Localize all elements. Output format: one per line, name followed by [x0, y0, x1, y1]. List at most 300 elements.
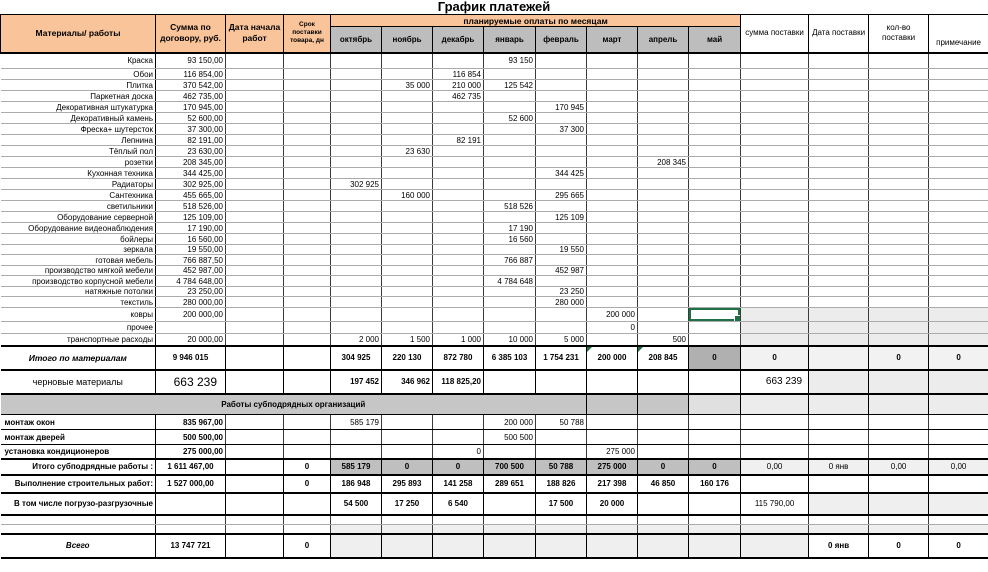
cell-supply-qty[interactable]: [869, 430, 929, 445]
cell-month-7[interactable]: [689, 190, 741, 201]
cell-contract-sum[interactable]: 835 967,00: [156, 415, 226, 430]
cell-supply-sum[interactable]: [741, 157, 809, 168]
cell-lead-days[interactable]: [284, 168, 331, 179]
selected-cell[interactable]: [689, 308, 741, 322]
cell-month-3[interactable]: 93 150: [484, 53, 536, 69]
cell-lead-days[interactable]: [284, 287, 331, 297]
cell-month-3[interactable]: 4 784 648: [484, 276, 536, 287]
cell-month-2[interactable]: 1 000: [433, 334, 484, 346]
cell-month-5[interactable]: 0: [587, 322, 638, 334]
cell-month-4[interactable]: [536, 201, 587, 212]
cell-month-3[interactable]: [484, 322, 536, 334]
cell-lead-days[interactable]: [284, 430, 331, 445]
cell-month-4[interactable]: 295 665: [536, 190, 587, 201]
cell-start-date[interactable]: [226, 146, 284, 157]
cell-month-3[interactable]: 17 190: [484, 223, 536, 234]
cell-material-label[interactable]: монтаж дверей: [1, 430, 156, 445]
cell-month-7[interactable]: 0: [689, 459, 741, 475]
cell-month-1[interactable]: 35 000: [382, 80, 433, 91]
cell-supply-sum[interactable]: [741, 445, 809, 459]
cell-month-1[interactable]: [382, 276, 433, 287]
cell-month-4[interactable]: 50 788: [536, 415, 587, 430]
cell-month-7[interactable]: [689, 287, 741, 297]
cell-month-7[interactable]: [689, 157, 741, 168]
cell-month-0[interactable]: [331, 53, 382, 69]
cell-month-0[interactable]: [331, 124, 382, 135]
cell-start-date[interactable]: [226, 308, 284, 322]
cell-month-7[interactable]: [689, 370, 741, 394]
cell-month-4[interactable]: [536, 80, 587, 91]
cell-supply-date[interactable]: [809, 234, 869, 245]
cell-month-4[interactable]: [536, 370, 587, 394]
cell-start-date[interactable]: [226, 445, 284, 459]
cell-contract-sum[interactable]: 275 000,00: [156, 445, 226, 459]
cell-supply-date[interactable]: [809, 255, 869, 266]
cell-month-0[interactable]: [331, 322, 382, 334]
cell-note[interactable]: [929, 124, 988, 135]
cell-month-0[interactable]: 186 948: [331, 475, 382, 493]
cell-month-2[interactable]: [433, 179, 484, 190]
cell-contract-sum[interactable]: 518 526,00: [156, 201, 226, 212]
cell-start-date[interactable]: [226, 53, 284, 69]
cell-supply-sum[interactable]: [741, 415, 809, 430]
cell-supply-sum[interactable]: [741, 53, 809, 69]
cell-month-0[interactable]: [331, 69, 382, 80]
cell-month-5[interactable]: [587, 69, 638, 80]
cell-month-7[interactable]: [689, 445, 741, 459]
cell-month-0[interactable]: [331, 255, 382, 266]
cell-month-4[interactable]: [536, 525, 587, 534]
cell-material-label[interactable]: ковры: [1, 308, 156, 322]
cell-month-6[interactable]: [638, 69, 689, 80]
cell-material-label[interactable]: В том числе погрузо-разгрузочные: [1, 493, 156, 515]
cell-note[interactable]: [929, 168, 988, 179]
cell-month-2[interactable]: [433, 276, 484, 287]
cell-month-5[interactable]: [587, 113, 638, 124]
cell-month-5[interactable]: [587, 135, 638, 146]
cell-material-label[interactable]: Паркетная доска: [1, 91, 156, 102]
cell-material-label[interactable]: Сантехника: [1, 190, 156, 201]
cell-start-date[interactable]: [226, 124, 284, 135]
cell-month-4[interactable]: [536, 445, 587, 459]
cell-lead-days[interactable]: [284, 53, 331, 69]
cell-month-1[interactable]: [382, 102, 433, 113]
cell-month-1[interactable]: 160 000: [382, 190, 433, 201]
cell-note[interactable]: [929, 308, 988, 322]
cell-material-label[interactable]: Лепнина: [1, 135, 156, 146]
cell-note[interactable]: 0,00: [929, 459, 988, 475]
cell-supply-date[interactable]: 0 янв: [809, 459, 869, 475]
cell-supply-sum[interactable]: [741, 69, 809, 80]
cell-supply-qty[interactable]: [869, 179, 929, 190]
cell-month-6[interactable]: [638, 223, 689, 234]
cell-month-0[interactable]: 2 000: [331, 334, 382, 346]
cell-note[interactable]: [929, 493, 988, 515]
cell-month-1[interactable]: [382, 515, 433, 525]
cell-month-7[interactable]: [689, 168, 741, 179]
cell-supply-qty[interactable]: [869, 102, 929, 113]
cell-month-6[interactable]: [638, 394, 689, 415]
cell-supply-sum[interactable]: [741, 245, 809, 255]
cell-month-3[interactable]: 10 000: [484, 334, 536, 346]
cell-month-2[interactable]: [433, 245, 484, 255]
cell-month-3[interactable]: 200 000: [484, 415, 536, 430]
cell-month-3[interactable]: [484, 124, 536, 135]
cell-month-6[interactable]: [638, 415, 689, 430]
cell-supply-sum[interactable]: [741, 334, 809, 346]
cell-month-0[interactable]: [331, 515, 382, 525]
cell-supply-qty[interactable]: [869, 308, 929, 322]
cell-lead-days[interactable]: [284, 322, 331, 334]
cell-supply-sum[interactable]: [741, 135, 809, 146]
cell-month-6[interactable]: 208 345: [638, 157, 689, 168]
cell-supply-qty[interactable]: [869, 80, 929, 91]
cell-lead-days[interactable]: [284, 212, 331, 223]
cell-month-1[interactable]: [382, 157, 433, 168]
cell-month-0[interactable]: [331, 276, 382, 287]
cell-month-0[interactable]: [331, 266, 382, 276]
cell-month-0[interactable]: [331, 91, 382, 102]
cell-month-6[interactable]: 0: [638, 459, 689, 475]
cell-supply-qty[interactable]: [869, 201, 929, 212]
cell-lead-days[interactable]: [284, 234, 331, 245]
cell-month-3[interactable]: [484, 493, 536, 515]
cell-supply-date[interactable]: 0 янв: [809, 534, 869, 558]
cell-note[interactable]: [929, 157, 988, 168]
cell-month-1[interactable]: [382, 135, 433, 146]
header-months-band[interactable]: планируемые оплаты по месяцам: [331, 15, 741, 27]
cell-month-4[interactable]: 17 500: [536, 493, 587, 515]
cell-month-4[interactable]: 50 788: [536, 459, 587, 475]
cell-contract-sum[interactable]: 20 000,00: [156, 334, 226, 346]
cell-month-2[interactable]: [433, 308, 484, 322]
cell-month-5[interactable]: [587, 102, 638, 113]
cell-supply-date[interactable]: [809, 102, 869, 113]
header-start-date[interactable]: Дата начала работ: [226, 15, 284, 53]
header-month-february[interactable]: февраль: [536, 27, 587, 53]
cell-month-3[interactable]: 700 500: [484, 459, 536, 475]
cell-month-5[interactable]: [587, 534, 638, 558]
cell-month-4[interactable]: 280 000: [536, 297, 587, 308]
cell-supply-qty[interactable]: [869, 113, 929, 124]
cell-month-1[interactable]: [382, 53, 433, 69]
cell-month-5[interactable]: [587, 334, 638, 346]
cell-supply-date[interactable]: [809, 157, 869, 168]
cell-month-4[interactable]: 452 987: [536, 266, 587, 276]
cell-month-7[interactable]: 0: [689, 346, 741, 370]
cell-month-3[interactable]: [484, 266, 536, 276]
header-supply-sum[interactable]: сумма поставки: [741, 15, 809, 53]
cell-supply-qty[interactable]: [869, 245, 929, 255]
cell-month-6[interactable]: 46 850: [638, 475, 689, 493]
cell-month-4[interactable]: [536, 276, 587, 287]
cell-start-date[interactable]: [226, 525, 284, 534]
cell-material-label[interactable]: Декоративный камень: [1, 113, 156, 124]
cell-contract-sum[interactable]: 500 500,00: [156, 430, 226, 445]
cell-supply-sum[interactable]: [741, 255, 809, 266]
cell-supply-sum[interactable]: [741, 201, 809, 212]
cell-supply-qty[interactable]: 0: [869, 534, 929, 558]
cell-contract-sum[interactable]: 1 527 000,00: [156, 475, 226, 493]
cell-supply-sum[interactable]: 0,00: [741, 459, 809, 475]
cell-supply-qty[interactable]: [869, 515, 929, 525]
cell-month-7[interactable]: [689, 493, 741, 515]
cell-start-date[interactable]: [226, 534, 284, 558]
cell-lead-days[interactable]: [284, 308, 331, 322]
cell-month-0[interactable]: [331, 308, 382, 322]
cell-supply-qty[interactable]: [869, 157, 929, 168]
cell-month-1[interactable]: [382, 322, 433, 334]
cell-start-date[interactable]: [226, 135, 284, 146]
cell-note[interactable]: [929, 245, 988, 255]
cell-month-3[interactable]: [484, 297, 536, 308]
cell-month-2[interactable]: [433, 515, 484, 525]
cell-month-5[interactable]: 20 000: [587, 493, 638, 515]
cell-month-4[interactable]: 23 250: [536, 287, 587, 297]
cell-month-2[interactable]: 0: [433, 445, 484, 459]
cell-lead-days[interactable]: [284, 255, 331, 266]
cell-supply-date[interactable]: [809, 135, 869, 146]
cell-supply-qty[interactable]: [869, 322, 929, 334]
cell-month-3[interactable]: 16 560: [484, 234, 536, 245]
cell-contract-sum[interactable]: 170 945,00: [156, 102, 226, 113]
cell-material-label[interactable]: Фреска+ шутерсток: [1, 124, 156, 135]
cell-month-1[interactable]: [382, 445, 433, 459]
cell-month-1[interactable]: [382, 255, 433, 266]
cell-month-5[interactable]: [587, 276, 638, 287]
cell-supply-sum[interactable]: [741, 276, 809, 287]
header-month-november[interactable]: ноябрь: [382, 27, 433, 53]
cell-month-6[interactable]: [638, 255, 689, 266]
cell-supply-date[interactable]: [809, 190, 869, 201]
cell-lead-days[interactable]: [284, 179, 331, 190]
cell-lead-days[interactable]: [284, 157, 331, 168]
cell-lead-days[interactable]: 0: [284, 459, 331, 475]
cell-lead-days[interactable]: [284, 334, 331, 346]
cell-supply-date[interactable]: [809, 370, 869, 394]
cell-supply-date[interactable]: [809, 415, 869, 430]
cell-month-0[interactable]: [331, 146, 382, 157]
cell-month-6[interactable]: [638, 91, 689, 102]
cell-month-2[interactable]: [433, 534, 484, 558]
cell-start-date[interactable]: [226, 212, 284, 223]
cell-supply-qty[interactable]: [869, 69, 929, 80]
cell-lead-days[interactable]: [284, 276, 331, 287]
cell-month-1[interactable]: 0: [382, 459, 433, 475]
cell-supply-qty[interactable]: [869, 297, 929, 308]
cell-contract-sum[interactable]: 200 000,00: [156, 308, 226, 322]
cell-contract-sum[interactable]: 52 600,00: [156, 113, 226, 124]
cell-note[interactable]: [929, 515, 988, 525]
cell-supply-sum[interactable]: [741, 525, 809, 534]
cell-month-3[interactable]: 6 385 103: [484, 346, 536, 370]
cell-supply-sum[interactable]: [741, 394, 809, 415]
header-month-april[interactable]: апрель: [638, 27, 689, 53]
cell-month-3[interactable]: 289 651: [484, 475, 536, 493]
cell-month-6[interactable]: [638, 102, 689, 113]
cell-month-5[interactable]: [587, 297, 638, 308]
cell-month-7[interactable]: [689, 124, 741, 135]
header-month-january[interactable]: январь: [484, 27, 536, 53]
cell-month-2[interactable]: [433, 201, 484, 212]
cell-supply-qty[interactable]: [869, 124, 929, 135]
cell-month-7[interactable]: [689, 430, 741, 445]
cell-lead-days[interactable]: [284, 346, 331, 370]
cell-month-0[interactable]: [331, 223, 382, 234]
cell-month-7[interactable]: [689, 179, 741, 190]
cell-supply-qty[interactable]: [869, 493, 929, 515]
cell-contract-sum[interactable]: 4 784 648,00: [156, 276, 226, 287]
cell-supply-sum[interactable]: [741, 297, 809, 308]
cell-supply-sum[interactable]: [741, 212, 809, 223]
cell-material-label[interactable]: черновые материалы: [1, 370, 156, 394]
cell-start-date[interactable]: [226, 334, 284, 346]
cell-supply-qty[interactable]: [869, 146, 929, 157]
cell-month-4[interactable]: [536, 515, 587, 525]
cell-month-7[interactable]: [689, 234, 741, 245]
cell-month-3[interactable]: [484, 308, 536, 322]
cell-month-2[interactable]: 141 258: [433, 475, 484, 493]
cell-material-label[interactable]: Радиаторы: [1, 179, 156, 190]
cell-contract-sum[interactable]: 452 987,00: [156, 266, 226, 276]
cell-month-7[interactable]: [689, 245, 741, 255]
cell-month-0[interactable]: [331, 157, 382, 168]
cell-band-label[interactable]: Работы субподрядных организаций: [1, 394, 587, 415]
cell-note[interactable]: [929, 223, 988, 234]
cell-month-2[interactable]: [433, 157, 484, 168]
cell-month-5[interactable]: [587, 179, 638, 190]
cell-month-4[interactable]: [536, 322, 587, 334]
cell-supply-date[interactable]: [809, 179, 869, 190]
cell-month-1[interactable]: 23 630: [382, 146, 433, 157]
cell-note[interactable]: [929, 475, 988, 493]
cell-material-label[interactable]: розетки: [1, 157, 156, 168]
cell-start-date[interactable]: [226, 234, 284, 245]
cell-note[interactable]: [929, 394, 988, 415]
cell-month-3[interactable]: [484, 534, 536, 558]
cell-month-1[interactable]: [382, 430, 433, 445]
cell-month-4[interactable]: [536, 223, 587, 234]
cell-month-4[interactable]: [536, 69, 587, 80]
cell-month-7[interactable]: [689, 212, 741, 223]
cell-start-date[interactable]: [226, 157, 284, 168]
cell-contract-sum[interactable]: 462 735,00: [156, 91, 226, 102]
cell-month-5[interactable]: 200 000: [587, 346, 638, 370]
cell-month-4[interactable]: [536, 91, 587, 102]
cell-month-1[interactable]: 346 962: [382, 370, 433, 394]
cell-note[interactable]: [929, 276, 988, 287]
cell-month-2[interactable]: [433, 212, 484, 223]
cell-supply-qty[interactable]: [869, 53, 929, 69]
cell-supply-sum[interactable]: [741, 113, 809, 124]
cell-month-2[interactable]: [433, 102, 484, 113]
cell-contract-sum[interactable]: 116 854,00: [156, 69, 226, 80]
cell-supply-sum[interactable]: [741, 179, 809, 190]
cell-supply-qty[interactable]: [869, 525, 929, 534]
cell-month-5[interactable]: [587, 53, 638, 69]
cell-contract-sum[interactable]: 9 946 015: [156, 346, 226, 370]
cell-month-1[interactable]: [382, 212, 433, 223]
cell-supply-sum[interactable]: 0: [741, 346, 809, 370]
cell-note[interactable]: [929, 80, 988, 91]
cell-supply-date[interactable]: [809, 245, 869, 255]
cell-supply-date[interactable]: [809, 287, 869, 297]
cell-material-label[interactable]: Итого по материалам: [1, 346, 156, 370]
cell-month-7[interactable]: [689, 69, 741, 80]
cell-month-6[interactable]: [638, 146, 689, 157]
cell-month-2[interactable]: [433, 255, 484, 266]
cell-lead-days[interactable]: [284, 493, 331, 515]
cell-month-5[interactable]: [587, 245, 638, 255]
cell-supply-date[interactable]: [809, 146, 869, 157]
cell-month-0[interactable]: [331, 525, 382, 534]
cell-month-5[interactable]: [587, 146, 638, 157]
cell-month-3[interactable]: 52 600: [484, 113, 536, 124]
cell-supply-date[interactable]: [809, 430, 869, 445]
cell-material-label[interactable]: Краска: [1, 53, 156, 69]
cell-supply-date[interactable]: [809, 475, 869, 493]
cell-month-2[interactable]: [433, 297, 484, 308]
cell-lead-days[interactable]: 0: [284, 475, 331, 493]
cell-month-7[interactable]: [689, 113, 741, 124]
cell-supply-sum[interactable]: [741, 168, 809, 179]
cell-month-4[interactable]: 5 000: [536, 334, 587, 346]
cell-month-4[interactable]: [536, 113, 587, 124]
cell-supply-qty[interactable]: [869, 255, 929, 266]
cell-start-date[interactable]: [226, 322, 284, 334]
cell-month-5[interactable]: [587, 80, 638, 91]
cell-lead-days[interactable]: [284, 69, 331, 80]
cell-month-5[interactable]: [587, 430, 638, 445]
cell-month-3[interactable]: [484, 190, 536, 201]
cell-contract-sum[interactable]: [156, 493, 226, 515]
cell-month-6[interactable]: [638, 370, 689, 394]
cell-contract-sum[interactable]: 208 345,00: [156, 157, 226, 168]
header-month-march[interactable]: март: [587, 27, 638, 53]
cell-month-0[interactable]: [331, 212, 382, 223]
cell-lead-days[interactable]: [284, 370, 331, 394]
cell-month-6[interactable]: [638, 287, 689, 297]
cell-month-0[interactable]: [331, 201, 382, 212]
cell-note[interactable]: [929, 430, 988, 445]
cell-month-6[interactable]: [638, 179, 689, 190]
cell-supply-qty[interactable]: [869, 276, 929, 287]
cell-month-0[interactable]: [331, 297, 382, 308]
cell-month-2[interactable]: 6 540: [433, 493, 484, 515]
cell-material-label[interactable]: бойлеры: [1, 234, 156, 245]
cell-supply-qty[interactable]: [869, 135, 929, 146]
cell-supply-date[interactable]: [809, 322, 869, 334]
cell-month-7[interactable]: [689, 255, 741, 266]
cell-start-date[interactable]: [226, 287, 284, 297]
cell-start-date[interactable]: [226, 91, 284, 102]
cell-supply-date[interactable]: [809, 168, 869, 179]
cell-month-5[interactable]: [587, 201, 638, 212]
cell-month-5[interactable]: [587, 168, 638, 179]
cell-lead-days[interactable]: [284, 113, 331, 124]
cell-supply-qty[interactable]: [869, 190, 929, 201]
cell-contract-sum[interactable]: 19 550,00: [156, 245, 226, 255]
cell-note[interactable]: [929, 445, 988, 459]
cell-month-7[interactable]: [689, 135, 741, 146]
cell-month-1[interactable]: [382, 266, 433, 276]
cell-supply-date[interactable]: [809, 53, 869, 69]
cell-supply-qty[interactable]: [869, 223, 929, 234]
cell-note[interactable]: [929, 69, 988, 80]
cell-month-3[interactable]: [484, 179, 536, 190]
cell-month-0[interactable]: [331, 534, 382, 558]
cell-month-5[interactable]: [587, 255, 638, 266]
